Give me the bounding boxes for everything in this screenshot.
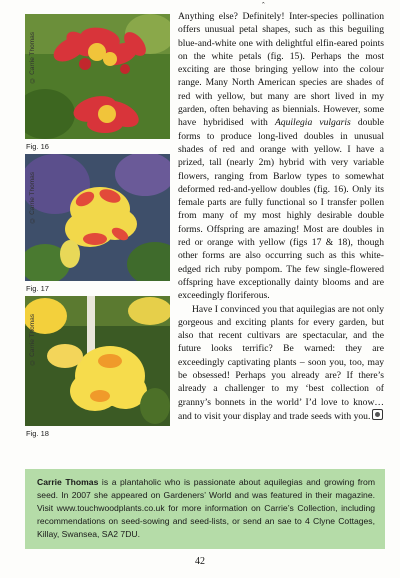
photo-credit: © Carrie Thomas	[29, 172, 36, 224]
photo-column	[25, 14, 170, 441]
article-body	[178, 10, 384, 423]
photo-credit: © Carrie Thomas	[29, 32, 36, 84]
figure-label: Fig. 18	[26, 429, 49, 438]
corner-mark: ˆ	[262, 1, 265, 10]
author-bio-text: is a plantaholic who is passionate about aquilegias and growing from seed. In 2007 she appeared on Gardeners’ World and was featured in their magazine. Visit www.touchwoodplants.co.uk for more information on Carrie’s Collection, including recommendations on seed-sowing and seed-lists, or send an sae to 4 Clyne Cottages, Killay, Swansea, SA2 7DU.	[37, 477, 375, 539]
species-name: Aquilegia vulgaris	[274, 117, 351, 129]
article-paragraph	[178, 303, 384, 424]
page-number: 42	[195, 556, 205, 567]
photo-credit: © Carrie Thomas	[29, 314, 36, 366]
photo-yellow-red-double-aquilegia	[25, 154, 170, 281]
figure-label: Fig. 17	[26, 284, 49, 293]
article-paragraph: Anything else? Definitely! Inter-species pollination offers unusual petal shapes, such as this beguiling blue-and-white one with delightful elfin-eared points on the white petals (fig. 15). Perhaps the most exciting are those bringing yellow into the colour range. Many North American species are shades of red with yellow, but many are short lived in my garden, often behaving as biennials. However, some have hybridised with Aquilegia vulgaris double forms to produce long-lived doubles in unusual shades of red and orange with yellow. I have a prized, tall (nearly 2m) hybrid with very variable flowers, ranging from Barlow types to somewhat deformed red-and-yellow doubles (fig. 16). Only its female parts are fully functional so I transfer pollen from many of my most highly desirable double forms. Offspring are amazing! Most are doubles in red or orange with yellow (figs 17 & 18), though other forms are also occurring such as this white-edged rich ruby pompom. The few single-flowered offspring have exceptionally dainty blooms and are exceedingly floriferous.	[178, 11, 384, 302]
photo-red-double-aquilegia	[25, 14, 170, 139]
end-of-article-icon	[372, 409, 383, 420]
photo-yellow-double-aquilegia	[25, 296, 170, 426]
author-bio-box	[25, 469, 385, 549]
figure-label: Fig. 16	[26, 142, 49, 151]
author-name: Carrie Thomas	[37, 477, 99, 487]
article-paragraph-text: Have I convinced you that aquilegias are not only gorgeous and exciting plants for every garden, but also that recent cultivars are spectacular, and the future looks terrific? Be warned: they are exceedingly captivating plants – soon you, too, may be obsessed! Perhaps you already are? If there’s already a challenger to my ‘best collection of granny’s bonnets in the world’ I’d love to know… and to visit your display and trade seeds with you.	[178, 303, 384, 422]
